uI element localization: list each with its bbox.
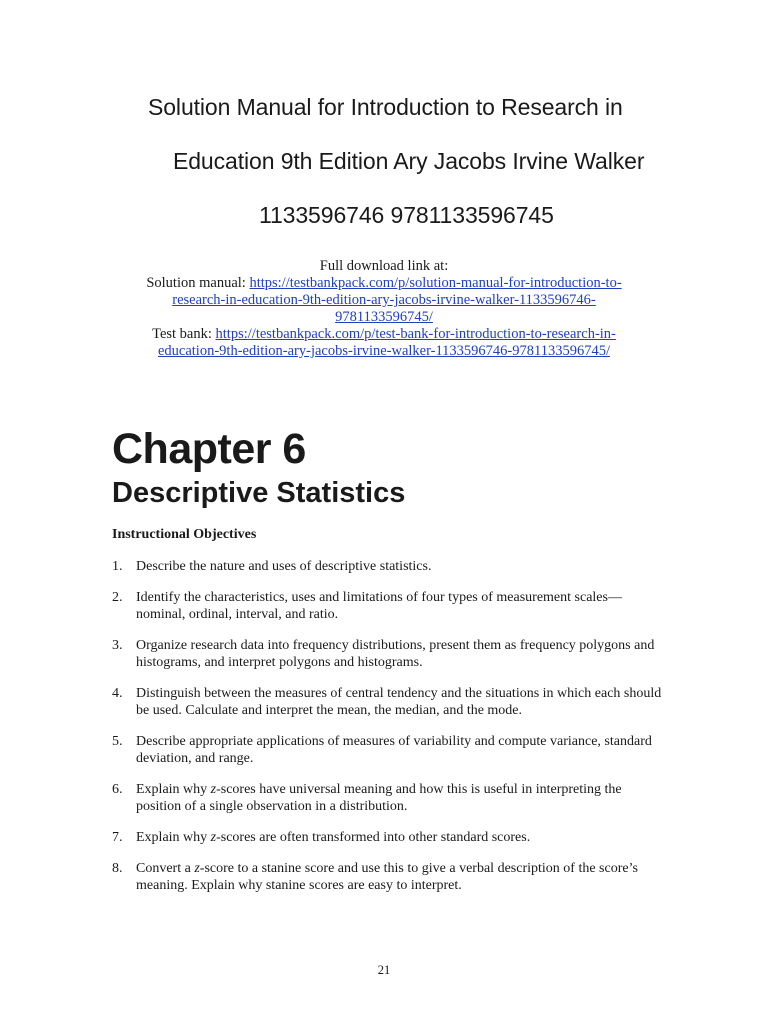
solution-manual-link-cont[interactable]: research-in-education-9th-edition-ary-jacobs-irvine-walker-1133596746- — [172, 292, 596, 308]
objective-item — [112, 637, 672, 671]
z-symbol: z — [194, 861, 200, 876]
test-bank-row — [0, 326, 768, 343]
objective-text: Distinguish between the measures of central tendency and the situations in which each should — [136, 686, 662, 701]
test-bank-link-cont[interactable]: education-9th-edition-ary-jacobs-irvine-walker-1133596746-9781133596745/ — [157, 343, 611, 359]
solution-manual-link-end[interactable]: 9781133596745/ — [335, 309, 433, 325]
document-title-line-2: Education 9th Edition Ary Jacobs Irvine Walker — [173, 148, 645, 174]
solution-manual-row — [0, 275, 768, 292]
objective-item — [112, 781, 672, 815]
objective-item — [112, 685, 672, 719]
test-bank-label: Test bank: — [152, 326, 216, 342]
objective-text-cont: position of a single observation in a distribution. — [136, 799, 408, 814]
objective-number: 8. — [112, 861, 123, 876]
objective-number: 5. — [112, 734, 123, 749]
objective-text-cont: deviation, and range. — [136, 751, 254, 766]
page-number: 21 — [377, 963, 391, 977]
objective-number: 7. — [112, 830, 123, 845]
objective-number: 6. — [112, 782, 123, 797]
objectives-heading: Instructional Objectives — [112, 527, 257, 542]
objective-text: Explain why z-scores are often transformed into other standard scores. — [136, 830, 531, 845]
download-links-block — [0, 258, 768, 360]
objective-number: 1. — [112, 559, 123, 574]
objective-text-cont: be used. Calculate and interpret the mean, the median, and the mode. — [136, 703, 523, 718]
solution-manual-label: Solution manual: — [146, 275, 250, 291]
chapter-title: Descriptive Statistics — [112, 477, 406, 509]
download-heading: Full download link at: — [319, 258, 449, 274]
objective-item — [112, 860, 672, 894]
objective-item — [112, 558, 672, 575]
objective-number: 4. — [112, 686, 123, 701]
objective-text-cont: meaning. Explain why stanine scores are easy to interpret. — [136, 878, 462, 893]
objective-text: Describe appropriate applications of measures of variability and compute variance, standard — [136, 734, 652, 749]
objectives-list — [112, 558, 672, 908]
chapter-number: Chapter 6 — [112, 425, 306, 473]
test-bank-link[interactable]: https://testbankpack.com/p/test-bank-for-introduction-to-research-in- — [215, 326, 616, 342]
z-symbol: z — [210, 830, 217, 845]
objective-text: Identify the characteristics, uses and limitations of four types of measurement scales— — [136, 590, 622, 605]
objective-number: 3. — [112, 638, 123, 653]
objective-number: 2. — [112, 590, 123, 605]
objective-text-cont: nominal, ordinal, interval, and ratio. — [136, 607, 339, 622]
document-title-line-1: Solution Manual for Introduction to Research in — [148, 94, 623, 120]
objective-text: Explain why z-scores have universal meaning and how this is useful in interpreting the — [136, 782, 622, 797]
objective-item — [112, 589, 672, 623]
objective-text: Organize research data into frequency distributions, present them as frequency polygons and — [136, 638, 655, 653]
document-title-line-3: 1133596746 9781133596745 — [259, 202, 554, 228]
objective-text-cont: histograms, and interpret polygons and histograms. — [136, 655, 423, 670]
solution-manual-link[interactable]: https://testbankpack.com/p/solution-manual-for-introduction-to- — [249, 275, 622, 291]
objective-item — [112, 733, 672, 767]
objective-item — [112, 829, 672, 846]
z-symbol: z — [210, 782, 217, 797]
objective-text: Describe the nature and uses of descriptive statistics. — [136, 559, 432, 574]
objective-text: Convert a z-score to a stanine score and use this to give a verbal description of the score’s — [136, 861, 638, 876]
